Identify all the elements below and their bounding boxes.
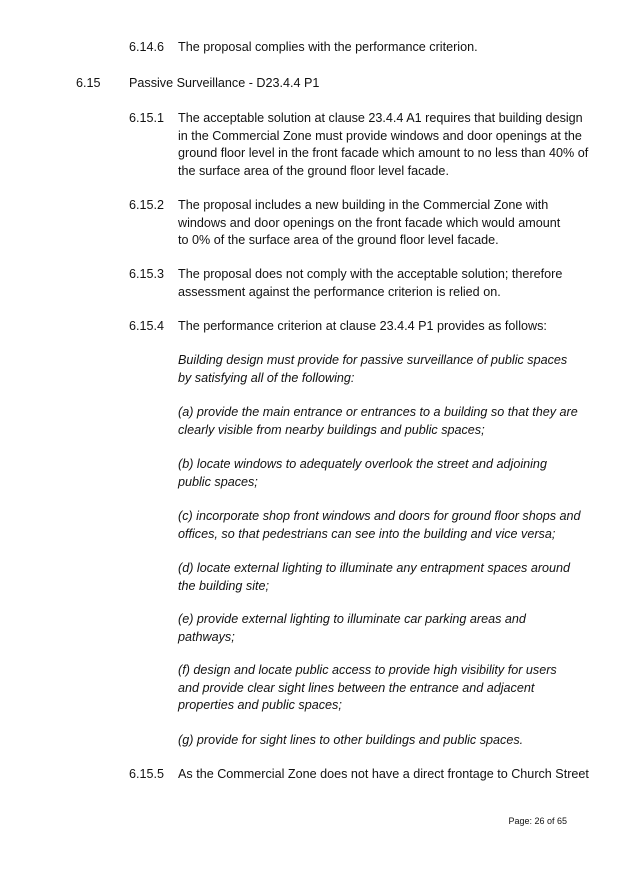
section-number-6-15-5: 6.15.5: [129, 767, 165, 781]
paragraph-6-15-1-line: ground floor level in the front facade which amount to no less than 40% of: [178, 146, 589, 160]
clause-b-line: (b) locate windows to adequately overlook the street and adjoining: [178, 457, 547, 471]
paragraph-6-15-5-line: As the Commercial Zone does not have a direct frontage to Church Street: [178, 767, 589, 781]
clause-e-line: (e) provide external lighting to illuminate car parking areas and: [178, 612, 526, 626]
section-number-6-15-3: 6.15.3: [129, 267, 165, 281]
clause-a-line: (a) provide the main entrance or entrances to a building so that they are: [178, 405, 578, 419]
paragraph-6-15-1-line: the surface area of the ground floor level facade.: [178, 163, 449, 178]
clause-c-line: (c) incorporate shop front windows and doors for ground floor shops and: [178, 509, 581, 523]
quote-intro-line: Building design must provide for passive surveillance of public spaces: [178, 353, 568, 367]
clause-e-line: pathways;: [178, 629, 235, 644]
clause-a-line: clearly visible from nearby buildings and public spaces;: [178, 422, 485, 437]
section-number-6-15-4: 6.15.4: [129, 319, 165, 333]
clause-f-line: properties and public spaces;: [178, 698, 342, 712]
paragraph-6-15-3-line: assessment against the performance criterion is relied on.: [178, 284, 501, 299]
clause-f-line: and provide clear sight lines between the entrance and adjacent: [178, 680, 535, 695]
section-number-6-15-2: 6.15.2: [129, 198, 165, 212]
clause-d-line: the building site;: [178, 578, 270, 593]
paragraph-6-15-2-line: windows and door openings on the front facade which would amount: [178, 215, 561, 230]
page-number: Page: 26 of 65: [508, 816, 567, 826]
clause-d-line: (d) locate external lighting to illuminate any entrapment spaces around: [178, 561, 571, 575]
clause-b-line: public spaces;: [178, 474, 258, 489]
paragraph-6-14-6-line: The proposal complies with the performance criterion.: [178, 40, 478, 54]
paragraph-6-15-1-line: The acceptable solution at clause 23.4.4 A1 requires that building design: [178, 111, 583, 125]
paragraph-6-15-1-line: in the Commercial Zone must provide windows and door openings at the: [178, 128, 582, 143]
clause-f-line: (f) design and locate public access to provide high visibility for users: [178, 663, 557, 677]
paragraph-6-15-2-line: The proposal includes a new building in the Commercial Zone with: [178, 198, 549, 212]
paragraph-6-15-3-line: The proposal does not comply with the acceptable solution; therefore: [178, 267, 563, 281]
section-number-6-14-6: 6.14.6: [129, 40, 165, 54]
section-number-6-15-1: 6.15.1: [129, 111, 165, 125]
paragraph-6-15-2-line: to 0% of the surface area of the ground floor level facade.: [178, 233, 499, 247]
clause-c-line: offices, so that pedestrians can see into the building and vice versa;: [178, 526, 556, 541]
section-heading-6-15: Passive Surveillance - D23.4.4 P1: [129, 76, 320, 90]
paragraph-6-15-4-line: The performance criterion at clause 23.4.4 P1 provides as follows:: [178, 319, 547, 333]
quote-intro-line: by satisfying all of the following:: [178, 370, 355, 385]
clause-g-line: (g) provide for sight lines to other buildings and public spaces.: [178, 733, 524, 747]
section-number-6-15: 6.15: [76, 76, 101, 90]
